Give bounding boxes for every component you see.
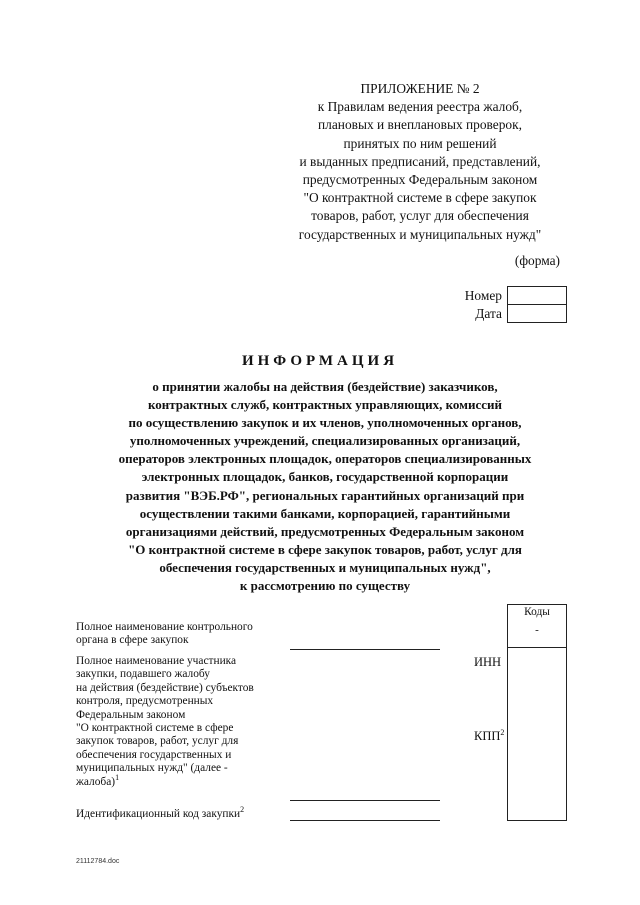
subtitle-line: контрактных служб, контрактных управляющих, комиссий <box>147 397 503 413</box>
appendix-line: товаров, работ, услуг для обеспечения <box>311 208 529 224</box>
subtitle-line: к рассмотрению по существу <box>239 578 411 594</box>
codes-participant-cell[interactable] <box>507 648 567 821</box>
subtitle-line: уполномоченных учреждений, специализированных организаций, <box>129 433 521 449</box>
date-field[interactable] <box>507 304 567 323</box>
codes-procurement-line <box>507 820 566 821</box>
footnote-1: 1 <box>115 772 120 782</box>
subtitle-line: о принятии жалобы на действия (бездействие) заказчиков, <box>152 379 498 394</box>
footnote-2: 2 <box>240 805 245 815</box>
kpp-label: КПП$^2$ <box>474 727 505 743</box>
document-subtitle <box>60 378 590 595</box>
footer-filename: 21112784.doc <box>76 858 120 865</box>
appendix-line: государственных и муниципальных нужд" <box>298 226 542 242</box>
subtitle-line: электронных площадок, банков, государственной корпорации <box>141 469 509 485</box>
subtitle-line: развития "ВЭБ.РФ", региональных гарантийных организаций при <box>125 487 525 503</box>
control-organ-label: Полное наименование контрольного органа в сфере закупок <box>76 621 253 647</box>
control-organ-field[interactable] <box>290 649 440 650</box>
appendix-line: принятых по ним решений <box>343 135 497 151</box>
subtitle-line: "О контрактной системе в сфере закупок товаров, работ, услуг для <box>128 541 522 557</box>
appendix-line: предусмотренных Федеральным законом <box>302 172 538 188</box>
subtitle-line: по осуществлению закупок и их членов, уполномоченных органов, <box>128 415 522 431</box>
appendix-line: "О контрактной системе в сфере закупок <box>303 190 537 206</box>
number-label: Номер <box>464 288 502 303</box>
appendix-line: к Правилам ведения реестра жалоб, <box>317 99 523 115</box>
inn-label: ИНН <box>474 655 502 669</box>
procurement-code-field[interactable] <box>290 820 440 821</box>
procurement-code-label: Идентификационный код закупки$^2$ <box>76 805 245 820</box>
participant-label: Полное наименование участника закупки, подавшего жалобу на действия (бездействие) субъектов контроля, предусмотренных Федеральным законом "О контрактной системе в сфере закупок товаров, работ, услуг для обеспечения государственных и муниципальных нужд" (далее - жалоба)$^1$ <box>76 655 254 788</box>
appendix-header <box>270 80 570 244</box>
appendix-line: ПРИЛОЖЕНИЕ № 2 <box>360 81 480 96</box>
subtitle-line: операторов электронных площадок, операторов специализированных <box>118 451 532 467</box>
subtitle-line: осуществлении такими банками, корпорацией, гарантийными <box>139 505 511 521</box>
codes-control-organ-cell[interactable]: - <box>507 620 567 648</box>
appendix-line: плановых и внеплановых проверок, <box>318 117 522 133</box>
number-field[interactable] <box>507 286 567 305</box>
participant-field[interactable] <box>290 800 440 801</box>
appendix-line: и выданных предписаний, представлений, <box>299 153 541 169</box>
codes-header: Коды <box>507 604 567 621</box>
date-label: Дата <box>475 306 502 321</box>
subtitle-line: обеспечения государственных и муниципальных нужд", <box>159 559 491 575</box>
form-label: (форма) <box>514 253 560 268</box>
document-title: ИНФОРМАЦИЯ <box>241 353 399 369</box>
subtitle-line: организациями действий, предусмотренных Федеральным законом <box>125 523 525 539</box>
